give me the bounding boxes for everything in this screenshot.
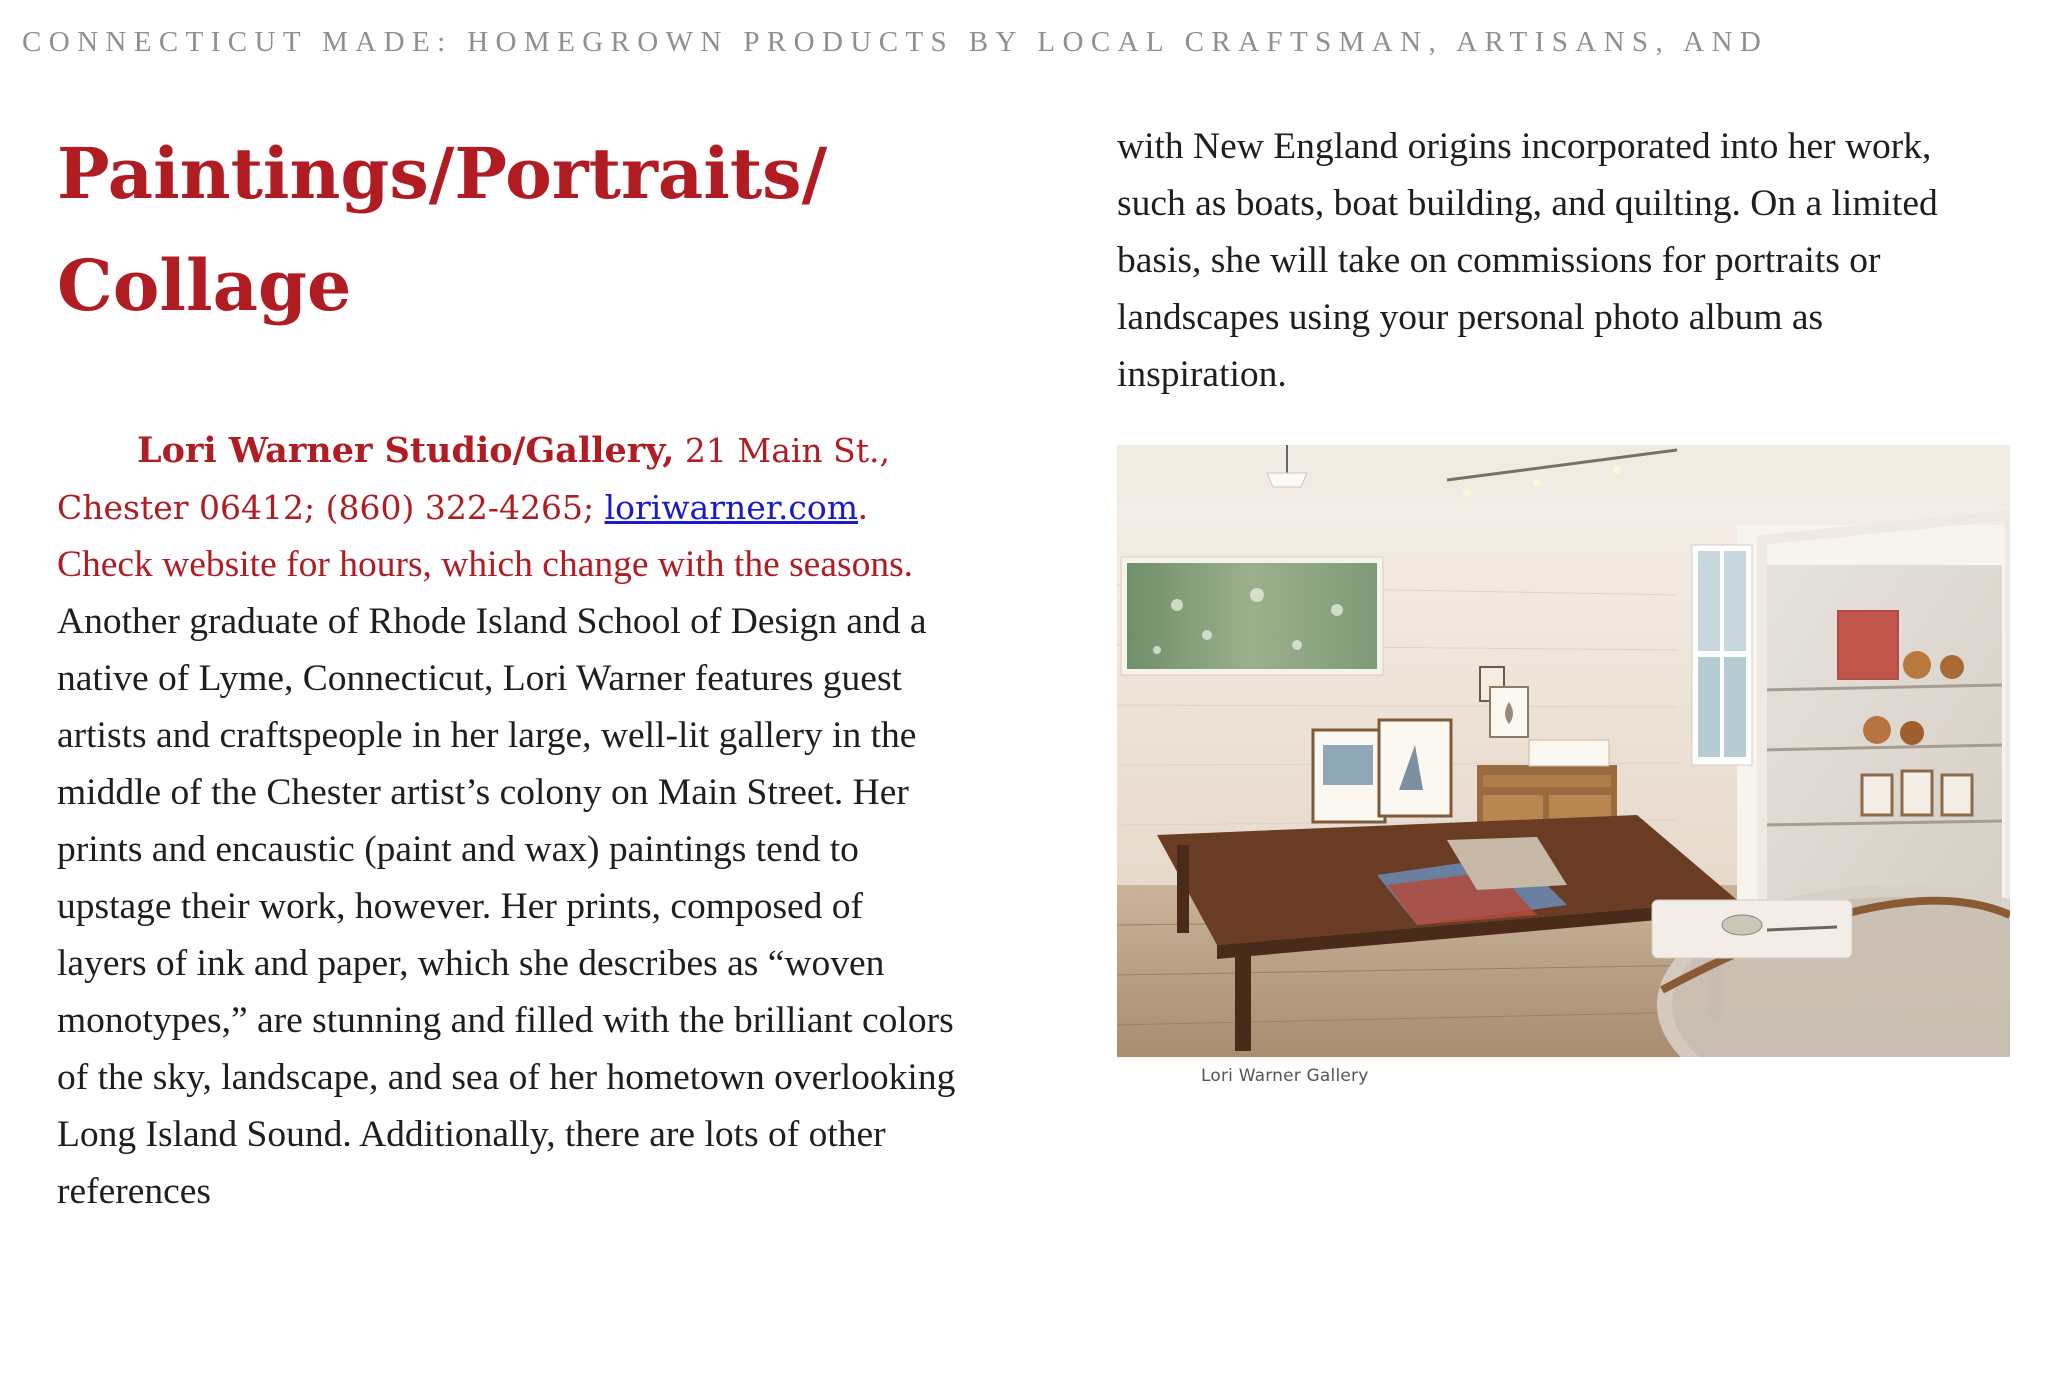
photo-caption: Lori Warner Gallery <box>1201 1066 1369 1086</box>
gallery-description-continued: with New England origins incorporated into her work, such as boats, boat building, and quilting. On a limited basis, she will take on commissions for portraits or landscapes using your personal photo album as inspiration. <box>1117 126 1938 395</box>
gallery-photo <box>1117 445 2010 1057</box>
section-title-line-1: Paintings/Portraits/ <box>57 132 828 215</box>
running-header: CONNECTICUT MADE: HOMEGROWN PRODUCTS BY LOCAL CRAFTSMAN, ARTISANS, AND <box>22 26 1769 58</box>
gallery-website-link[interactable]: loriwarner.com <box>604 488 859 527</box>
section-title-line-2: Collage <box>57 244 352 327</box>
left-column <box>57 118 947 342</box>
gallery-description: Another graduate of Rhode Island School of Design and a native of Lyme, Connecticut, Lori Warner features guest artists and craftspeople in her large, well-lit gallery in the middle of the Chester artist’s colony on Main Street. Her prints and encaustic (paint and wax) paintings tend to upstage their work, however. Her prints, composed of layers of ink and paper, which she describes as “woven monotypes,” are stunning and filled with the brilliant colors of the sky, landscape, and sea of her hometown overlooking Long Island Sound. Additionally, there are lots of other references <box>57 601 956 1212</box>
gallery-hours-note: . Check website for hours, which change with the seasons. <box>57 487 914 585</box>
gallery-address: 21 Main St., Chester 06412; (860) 322-4265; <box>57 431 891 527</box>
gallery-entry <box>57 422 957 1220</box>
section-title <box>57 118 947 342</box>
gallery-name: Lori Warner Studio/Gallery, <box>137 430 675 471</box>
